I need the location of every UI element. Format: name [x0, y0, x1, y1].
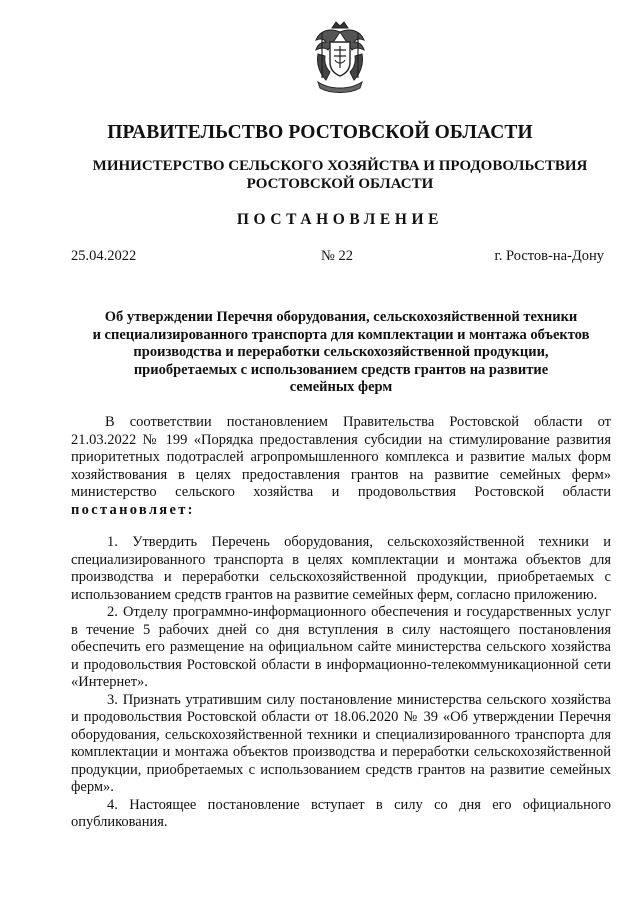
ministry-title	[60, 157, 620, 193]
document-date: 25.04.2022	[71, 248, 137, 264]
preamble-paragraph	[71, 414, 611, 519]
coat-of-arms-icon	[310, 20, 370, 94]
subject-line-2: и специализированного транспорта для комплектации и монтажа объектов	[92, 326, 590, 343]
document-type: ПОСТАНОВЛЕНИЕ	[236, 211, 444, 228]
document-city: г. Ростов-на-Дону	[494, 248, 604, 264]
subject-line-3: производства и переработки сельскохозяйственной продукции,	[133, 344, 549, 360]
document-number: № 22	[321, 248, 353, 264]
ministry-title-line-1: МИНИСТЕРСТВО СЕЛЬСКОГО ХОЗЯЙСТВА И ПРОДОВОЛЬСТВИЯ	[92, 158, 588, 174]
subject-line-5: семейных ферм	[289, 379, 393, 395]
decree-word: постановляет:	[71, 501, 195, 518]
preamble-text: В соответствии постановлением Правительства Ростовской области от 21.03.2022 № 199 «Порядка предоставления субсидии на стимулирование развития приоритетных подотраслей агропромышленного комплекса и развитие малых форм хозяйствования в целях предоставления грантов на развитие семейных ферм» министерство сельского хозяйства и продовольствия Ростовской области	[71, 414, 611, 500]
document-subject	[71, 309, 611, 397]
decree-item-3: 3. Признать утратившим силу постановление министерства сельского хозяйства и продовольствия Ростовской области от 18.06.2020 № 39 «Об утверждении Перечня оборудования, сельскохозяйственной техники и специализированного транспорта для комплектации и монтажа объектов производства и переработки сельскохозяйственной продукции, приобретаемых с использованием средств грантов на развитие семейных ферм».	[71, 691, 611, 795]
ministry-title-line-2: РОСТОВСКОЙ ОБЛАСТИ	[246, 176, 434, 192]
decree-item-1: 1. Утвердить Перечень оборудования, сельскохозяйственной техники и специализированного транспорта в целях комплектации и монтажа объектов для производства и переработки сельскохозяйственной продукции, приобретаемых с использованием средств грантов на развитие семейных ферм, согласно приложению.	[71, 534, 611, 603]
government-title: ПРАВИТЕЛЬСТВО РОСТОВСКОЙ ОБЛАСТИ	[107, 122, 533, 143]
decree-item-2: 2. Отделу программно-информационного обеспечения и государственных услуг в течение 5 рабочих дней со дня вступления в силу настоящего постановления обеспечить его размещение на официальном сайте министерства сельского хозяйства и продовольствия Ростовской области в информационно-телекоммуникационной сети «Интернет».	[71, 604, 611, 690]
subject-line-1: Об утверждении Перечня оборудования, сельскохозяйственной техники	[104, 309, 578, 325]
decree-items	[71, 534, 611, 832]
subject-line-4: приобретаемых с использованием средств грантов на развитие	[133, 361, 549, 378]
decree-item-4: 4. Настоящее постановление вступает в силу со дня его официального опубликования.	[71, 796, 611, 830]
